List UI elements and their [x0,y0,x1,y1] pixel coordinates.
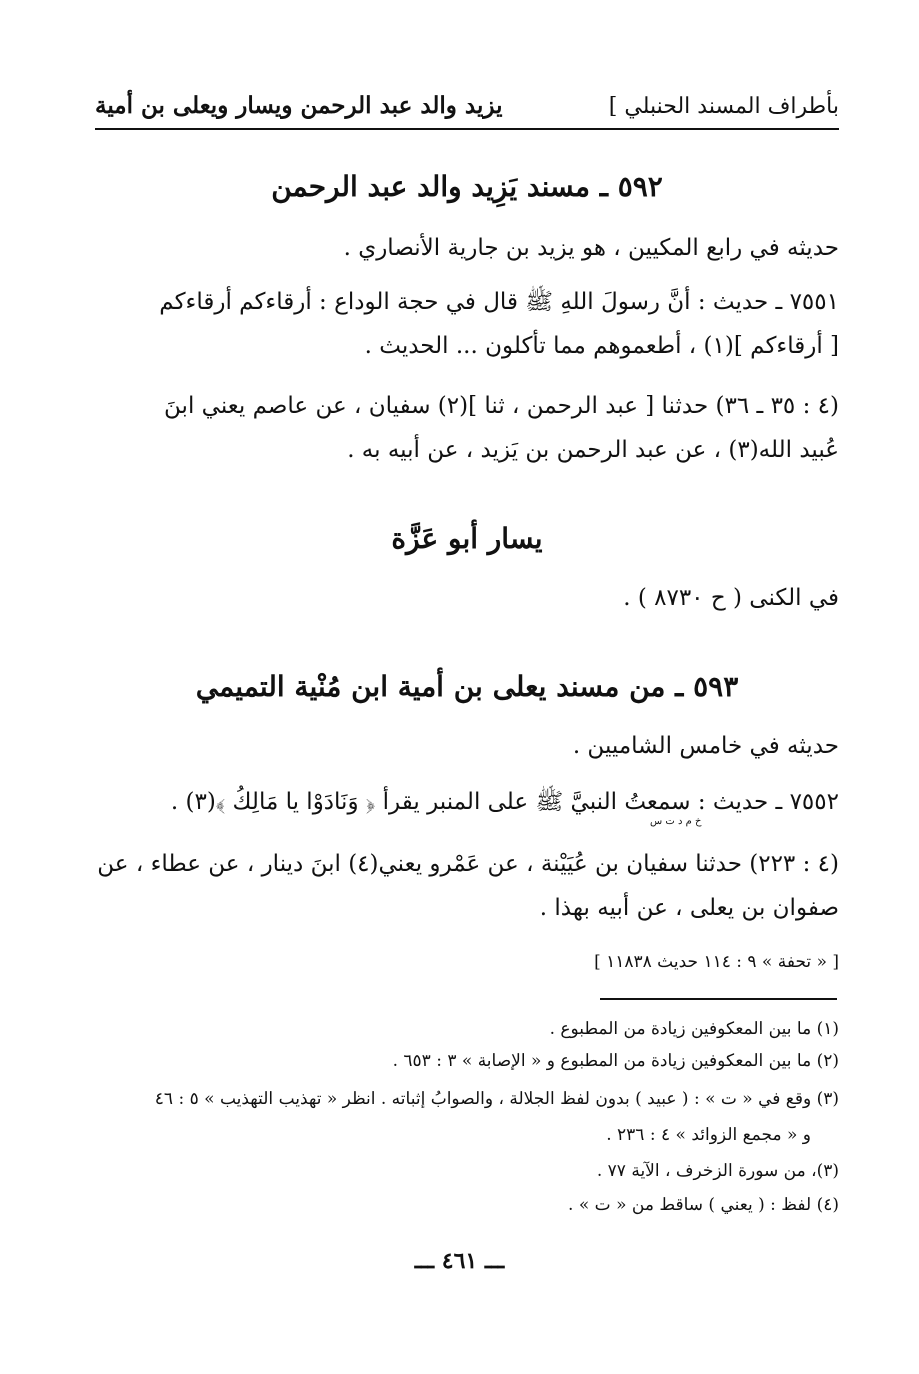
hadith-7552-sigla: خ م د ت س [650,816,702,827]
header-rule [95,128,839,130]
header-left-text: يزيد والد عبد الرحمن ويسار ويعلى بن أمية [95,92,503,119]
yasar-title: يسار أبو عَزَّة [391,522,543,555]
tuhfa-reference: [ « تحفة » ٩ : ١١٤ حديث ١١٨٣٨ ] [594,952,839,972]
section-592-intro: حديثه في رابع المكيين ، هو يزيد بن جارية الأنصاري . [343,235,839,261]
footnote-3-line-1: (٣) وقع في « ت » : ( عبيد ) بدون لفظ الجلالة ، والصوابُ إثباته . انظر « تهذيب التهذيب » ٥ : ٤٦ [154,1089,839,1109]
footnote-separator [600,998,837,1000]
footnote-3-verse: (٣)، من سورة الزخرف ، الآية ٧٧ . [596,1161,839,1181]
isnad-7552-line-2: صفوان بن يعلى ، عن أبيه بهذا . [539,895,839,921]
section-592-title: ٥٩٢ ـ مسند يَزِيد والد عبد الرحمن [271,170,663,203]
isnad-7552-line-1: (٤ : ٢٢٣) حدثنا سفيان بن عُيَيْنة ، عن عَمْرو يعني(٤) ابنَ دينار ، عن عطاء ، عن [97,851,839,877]
footnote-2: (٢) ما بين المعكوفين زيادة من المطبوع و « الإصابة » ٣ : ٦٥٣ . [392,1051,839,1071]
footnote-1: (١) ما بين المعكوفين زيادة من المطبوع . [549,1019,839,1039]
yasar-text: في الكنى ( ح ٨٧٣٠ ) . [623,585,839,611]
hadith-7552-line: ٧٥٥٢ ـ حديث : سمعتُ النبيَّ ﷺ على المنبر يقرأ ﴿ وَنَادَوْا يا مَالِكُ ﴾(٣) . [170,789,839,815]
footnote-3-line-2: و « مجمع الزوائد » ٤ : ٢٣٦ . [606,1125,811,1145]
section-593-title: ٥٩٣ ـ من مسند يعلى بن أمية ابن مُنْية التميمي [195,670,739,703]
running-header [95,88,839,124]
hadith-7551-line-2: [ أرقاءكم ](١) ، أطعموهم مما تأكلون ... الحديث . [364,333,839,359]
isnad-7551-line-2: عُبيد الله(٣) ، عن عبد الرحمن بن يَزيد ، عن أبيه به . [347,437,839,463]
section-593-intro: حديثه في خامس الشاميين . [572,733,839,759]
page-number: ـــ ٤٦١ ـــ [414,1248,505,1274]
header-right-text: بأطراف المسند الحنبلي ] [608,94,839,119]
isnad-7551-line-1: (٤ : ٣٥ ـ ٣٦) حدثنا [ عبد الرحمن ، ثنا ](٢) سفيان ، عن عاصم يعني ابنَ [164,393,839,419]
footnote-4: (٤) لفظ : ( يعني ) ساقط من « ت » . [568,1195,839,1215]
hadith-7551-line-1: ٧٥٥١ ـ حديث : أنَّ رسولَ اللهِ ﷺ قال في حجة الوداع : أرقاءكم أرقاءكم [159,289,839,315]
